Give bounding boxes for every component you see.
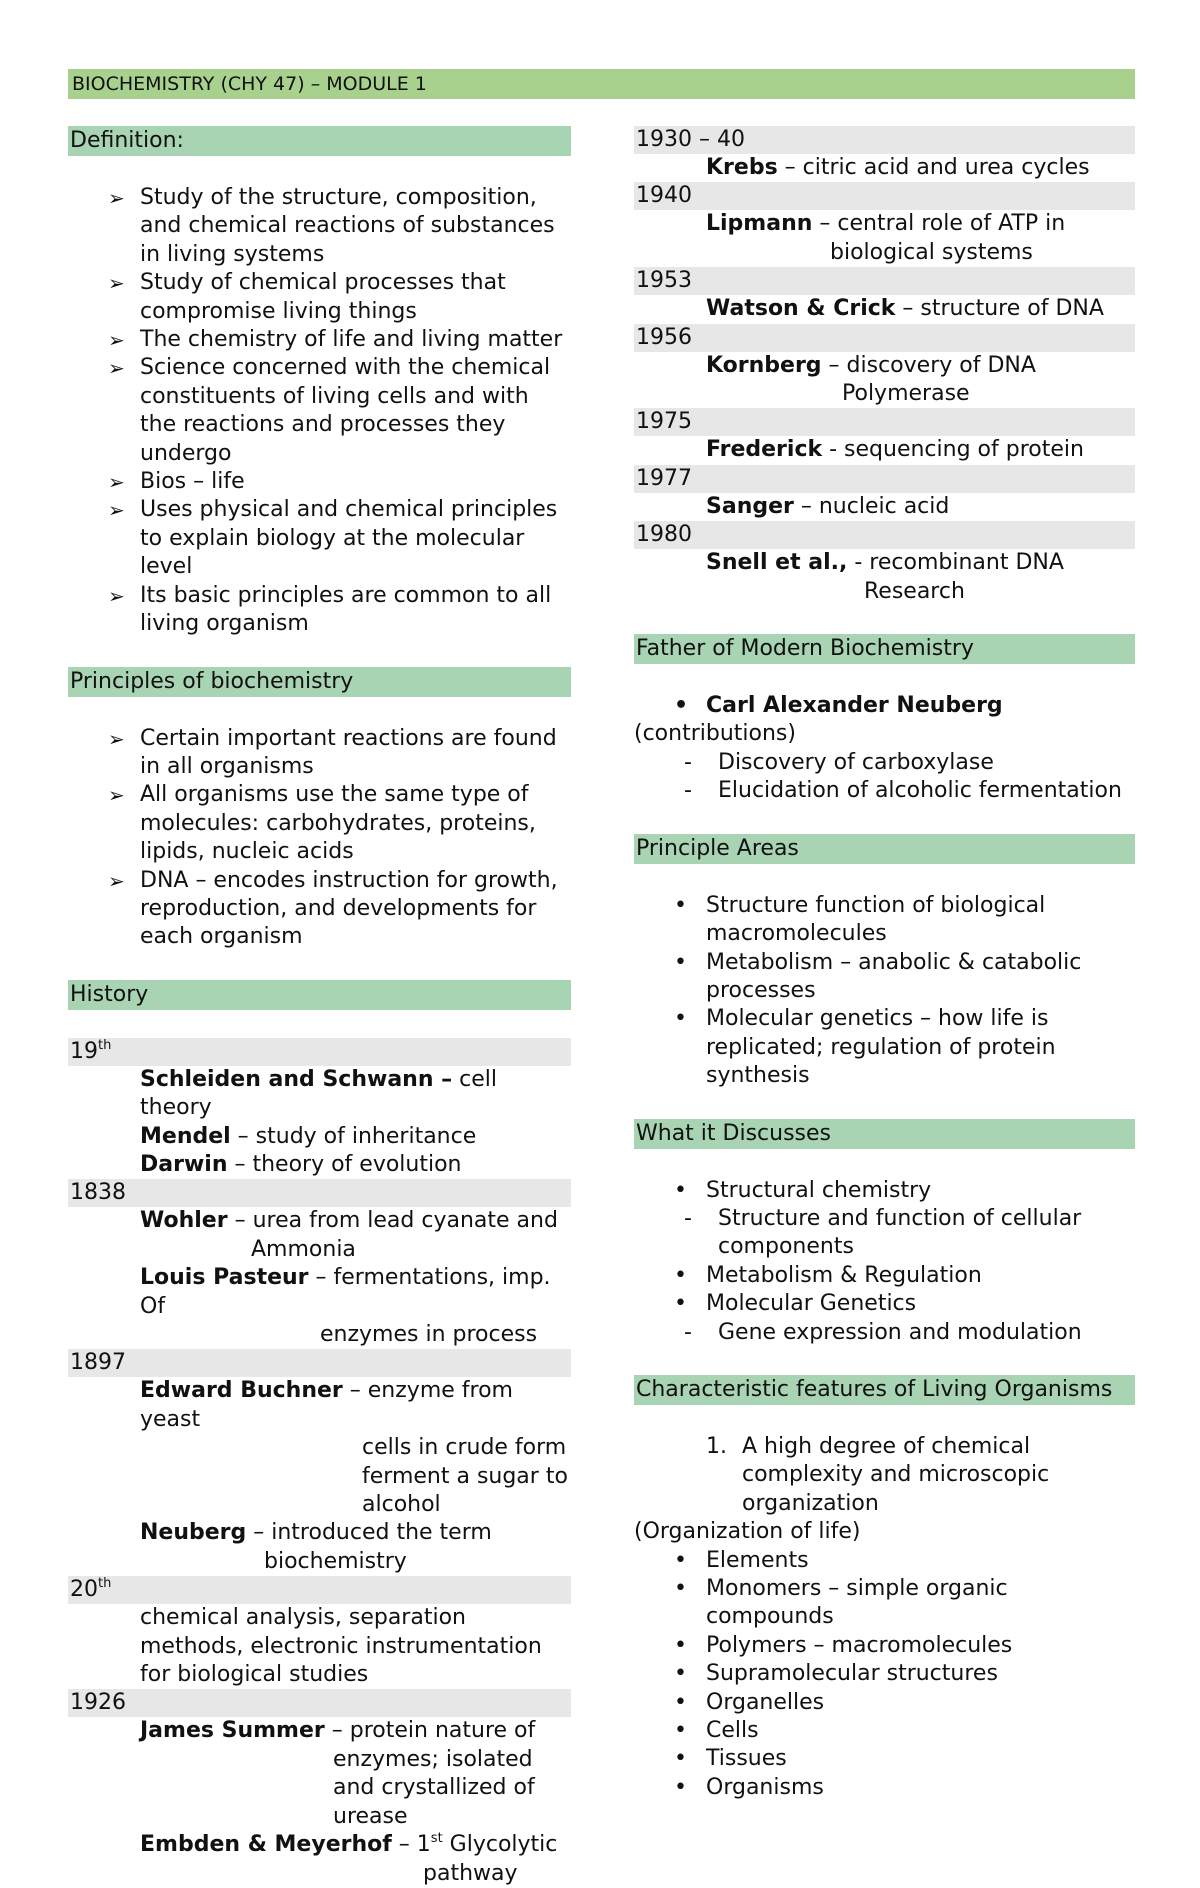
year-row: 1980 — [634, 521, 1135, 549]
list-item: • Supramolecular structures — [634, 1660, 1135, 1688]
features-heading: Characteristic features of Living Organisms — [634, 1375, 1135, 1405]
year-row: 20th — [68, 1576, 571, 1604]
organization-list — [634, 1547, 1135, 1803]
principles-heading: Principles of biochemistry — [68, 667, 571, 697]
list-item: • Molecular Genetics — [634, 1290, 1135, 1318]
list-item: ➢ The chemistry of life and living matter — [108, 326, 571, 354]
history-entry: Krebs – citric acid and urea cycles — [706, 155, 1090, 180]
definition-list — [68, 184, 571, 639]
document-title: BIOCHEMISTRY (CHY 47) – MODULE 1 — [68, 69, 1135, 99]
areas-list — [634, 892, 1135, 1091]
list-item: • Tissues — [634, 1745, 1135, 1773]
numbered-item: 1. A high degree of chemical complexity and microscopic organization — [706, 1433, 1050, 1516]
discusses-sublist-1 — [634, 1205, 1135, 1262]
history-entry: Louis Pasteur – fermentations, imp. Of enzymes in process — [140, 1265, 551, 1347]
year-row: 19th — [68, 1038, 571, 1066]
list-item: • Polymers – macromolecules — [634, 1632, 1135, 1660]
year-row: 1926 — [68, 1689, 571, 1717]
discusses-list-2 — [634, 1262, 1135, 1319]
organization-label: (Organization of life) — [634, 1519, 861, 1545]
year-row: 1838 — [68, 1179, 571, 1207]
list-item: ➢ Study of chemical processes that compromise living things — [108, 269, 571, 326]
year-row: 1977 — [634, 465, 1135, 493]
list-item: • Molecular genetics – how life is replicated; regulation of protein synthesis — [634, 1005, 1135, 1090]
list-item: • Structural chemistry — [634, 1177, 1135, 1205]
discusses-list-1 — [634, 1177, 1135, 1205]
contributions-list — [634, 749, 1135, 806]
discusses-sublist-2 — [634, 1319, 1135, 1347]
history-entry: Snell et al., - recombinant DNA Research — [706, 550, 1064, 604]
principles-list — [68, 725, 571, 952]
year-row: 1930 – 40 — [634, 126, 1135, 154]
history-entry: Neuberg – introduced the term biochemistry — [140, 1520, 492, 1574]
history-entry: Sanger – nucleic acid — [706, 493, 950, 519]
history-entry: Mendel – study of inheritance — [140, 1123, 477, 1149]
definition-heading: Definition: — [68, 126, 571, 156]
list-item: ➢ Study of the structure, composition, and chemical reactions of substances in living systems — [108, 184, 571, 269]
discusses-heading: What it Discusses — [634, 1119, 1135, 1149]
history-entry: Schleiden and Schwann – cell theory — [140, 1066, 498, 1121]
history-entry: Darwin – theory of evolution — [140, 1151, 462, 1177]
list-item: • Elements — [634, 1547, 1135, 1575]
list-item: • Metabolism – anabolic & catabolic processes — [634, 949, 1135, 1006]
list-item: ➢ Uses physical and chemical principles to explain biology at the molecular level — [108, 496, 571, 581]
history-entry: chemical analysis, separation methods, electronic instrumentation for biological studies — [140, 1605, 542, 1688]
history-entry: Embden & Meyerhof – 1st Glycolytic pathway — [140, 1831, 558, 1886]
list-item: • Organelles — [634, 1689, 1135, 1717]
father-name: • Carl Alexander Neuberg — [634, 692, 1135, 720]
year-row: 1940 — [634, 182, 1135, 210]
history-entry: Wohler – urea from lead cyanate and Ammonia — [140, 1208, 558, 1262]
history-entry: Watson & Crick – structure of DNA — [706, 296, 1104, 322]
list-item: ➢ Certain important reactions are found in all organisms — [108, 725, 571, 782]
left-column — [68, 126, 571, 1888]
list-item: ➢ Its basic principles are common to all living organism — [108, 582, 571, 639]
list-item: - Structure and function of cellular components — [634, 1205, 1135, 1262]
list-item: ➢ All organisms use the same type of molecules: carbohydrates, proteins, lipids, nucleic acids — [108, 781, 571, 866]
list-item: • Cells — [634, 1717, 1135, 1745]
father-list — [634, 692, 1135, 720]
list-item: - Gene expression and modulation — [634, 1319, 1135, 1347]
father-heading: Father of Modern Biochemistry — [634, 634, 1135, 664]
year-row: 1956 — [634, 324, 1135, 352]
list-item: • Organisms — [634, 1774, 1135, 1802]
list-item: • Monomers – simple organic compounds — [634, 1575, 1135, 1632]
year-row: 1953 — [634, 267, 1135, 295]
list-item: • Structure function of biological macromolecules — [634, 892, 1135, 949]
list-item: ➢ Science concerned with the chemical constituents of living cells and with the reactions and processes they undergo — [108, 354, 571, 468]
list-item: ➢ DNA – encodes instruction for growth, reproduction, and developments for each organism — [108, 867, 571, 952]
list-item: • Metabolism & Regulation — [634, 1262, 1135, 1290]
right-column — [634, 126, 1135, 1802]
contributions-label: (contributions) — [634, 721, 796, 747]
history-entry: Lipmann – central role of ATP in biological systems — [706, 211, 1066, 265]
list-item: ➢ Bios – life — [108, 468, 571, 496]
areas-heading: Principle Areas — [634, 834, 1135, 864]
history-heading: History — [68, 980, 571, 1010]
history-entry: Frederick - sequencing of protein — [706, 437, 1084, 463]
year-row: 1975 — [634, 408, 1135, 436]
list-item: - Discovery of carboxylase — [634, 749, 1135, 777]
history-entry: James Summer – protein nature of enzymes; isolated and crystallized of urease — [140, 1718, 536, 1829]
year-row: 1897 — [68, 1349, 571, 1377]
list-item: - Elucidation of alcoholic fermentation — [634, 777, 1135, 805]
history-entry: Kornberg – discovery of DNA Polymerase — [706, 352, 1036, 407]
history-entry: Edward Buchner – enzyme from yeast cells in crude form ferment a sugar to alcohol — [140, 1378, 568, 1518]
